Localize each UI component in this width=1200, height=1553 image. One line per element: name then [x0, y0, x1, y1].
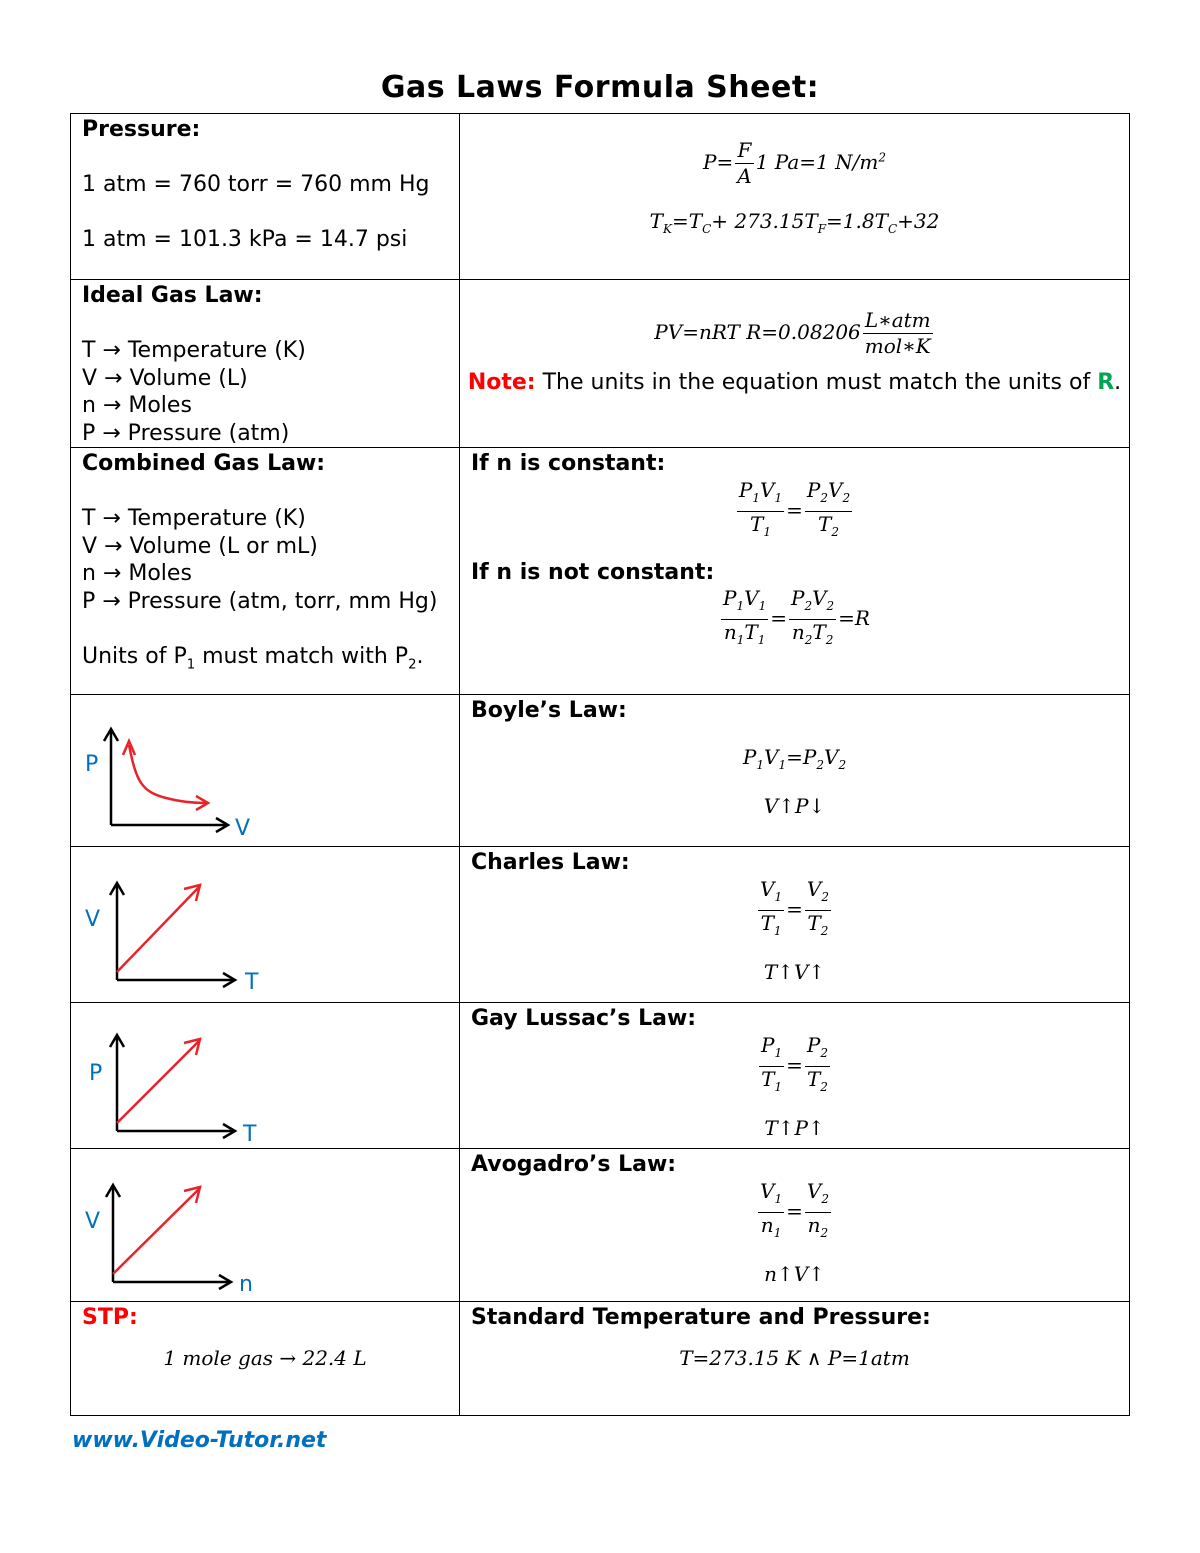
charles-relation: T↑V↑: [763, 959, 826, 984]
combined-item: P → Pressure (atm, torr, mm Hg): [82, 588, 438, 614]
row-gay-lussac: [71, 1003, 1130, 1149]
boyle-graph: [71, 695, 459, 845]
combined-equation-n: $\frac{P_1V_1}{n_1T_1}$ = $\frac{P_2V_2}{n_2T_2}$ =R: [723, 586, 870, 647]
axis-label-y: P: [89, 1061, 103, 1086]
ideal-item: P → Pressure (atm): [82, 420, 290, 446]
axis-label-x: T: [243, 1122, 257, 1147]
combined-heading: Combined Gas Law:: [82, 451, 326, 476]
gaylussac-equation: $\frac{P_1}{T_1}$ = $\frac{P_2}{T_2}$: [761, 1032, 828, 1094]
stp-heading: Standard Temperature and Pressure:: [471, 1305, 931, 1330]
avogadro-equation: $\frac{V_1}{n_1}$ = $\frac{V_2}{n_2}$: [760, 1178, 829, 1240]
charles-graph: [71, 847, 459, 1001]
axis-label-y: V: [85, 907, 101, 932]
n-not-constant-heading: If n is not constant:: [471, 559, 715, 585]
pressure-heading: Pressure:: [82, 117, 201, 142]
avogadro-graph: [71, 1149, 459, 1300]
axis-label-y: V: [85, 1209, 101, 1234]
combined-equation: $\frac{P_1V_1}{T_1}$ = $\frac{P_2V_2}{T_2}$: [738, 477, 851, 539]
row-avogadro: [71, 1149, 1130, 1302]
n-constant-heading: If n is constant:: [471, 451, 666, 476]
pressure-line1: 1 atm = 760 torr = 760 mm Hg: [82, 172, 430, 197]
avogadro-relation: n↑V↑: [764, 1261, 825, 1286]
boyle-heading: Boyle’s Law:: [471, 698, 627, 723]
combined-item: n → Moles: [82, 561, 192, 586]
ideal-heading: Ideal Gas Law:: [82, 283, 263, 308]
charles-heading: Charles Law:: [471, 850, 630, 875]
footer-link[interactable]: www.Video-Tutor.net: [72, 1428, 327, 1453]
axis-label-x: V: [235, 816, 251, 841]
ideal-item: V → Volume (L): [82, 365, 248, 391]
gaylussac-relation: T↑P↑: [764, 1115, 825, 1140]
ideal-item: n → Moles: [82, 393, 192, 418]
row-charles: [71, 847, 1130, 1003]
combined-units-note: Units of $P_1$ must match with $P_2$.: [82, 643, 424, 672]
boyle-relation: V↑P↓: [763, 793, 826, 818]
ideal-equation: PV=nRT R=0.08206 $\frac{\text{L∗atm}}{\text{mol∗K}}$: [654, 308, 931, 358]
row-pressure: [71, 114, 1130, 280]
combined-item: V → Volume (L or mL): [82, 533, 318, 559]
row-stp: [71, 1302, 1130, 1416]
stp-label: STP:: [82, 1305, 138, 1330]
axis-label-x: T: [245, 970, 259, 995]
gaylussac-graph: [71, 1003, 459, 1147]
charles-equation: $\frac{V_1}{T_1}$ = $\frac{V_2}{T_2}$: [760, 876, 829, 938]
stp-equation: T=273.15 K ∧ P=1atm: [679, 1345, 910, 1370]
axis-label-x: n: [239, 1272, 253, 1297]
page-title: Gas Laws Formula Sheet:: [380, 70, 820, 105]
pressure-equation: P= $\frac{F}{A}$ 1 Pa=1 $N/m^2$: [703, 138, 886, 188]
temperature-equation: $T_K=T_C+ 273.15T_F=1.8T_C+32$: [649, 209, 940, 236]
row-combined-gas: [71, 448, 1130, 695]
pressure-line2: 1 atm = 101.3 kPa = 14.7 psi: [82, 227, 408, 252]
gaylussac-heading: Gay Lussac’s Law:: [471, 1006, 697, 1031]
stp-molar-volume: 1 mole gas → 22.4 L: [163, 1345, 367, 1370]
axis-label-y: P: [85, 752, 99, 777]
units-note: Note: The units in the equation must match the units of R.: [467, 370, 1122, 395]
row-ideal-gas: [71, 280, 1130, 448]
ideal-item: T → Temperature (K): [82, 338, 306, 363]
formula-table: [70, 113, 1130, 1416]
row-boyle: [71, 695, 1130, 847]
avogadro-heading: Avogadro’s Law:: [471, 1152, 677, 1177]
boyle-equation: $P_1V_1=P_2V_2$: [742, 744, 847, 772]
combined-item: T → Temperature (K): [82, 506, 306, 531]
